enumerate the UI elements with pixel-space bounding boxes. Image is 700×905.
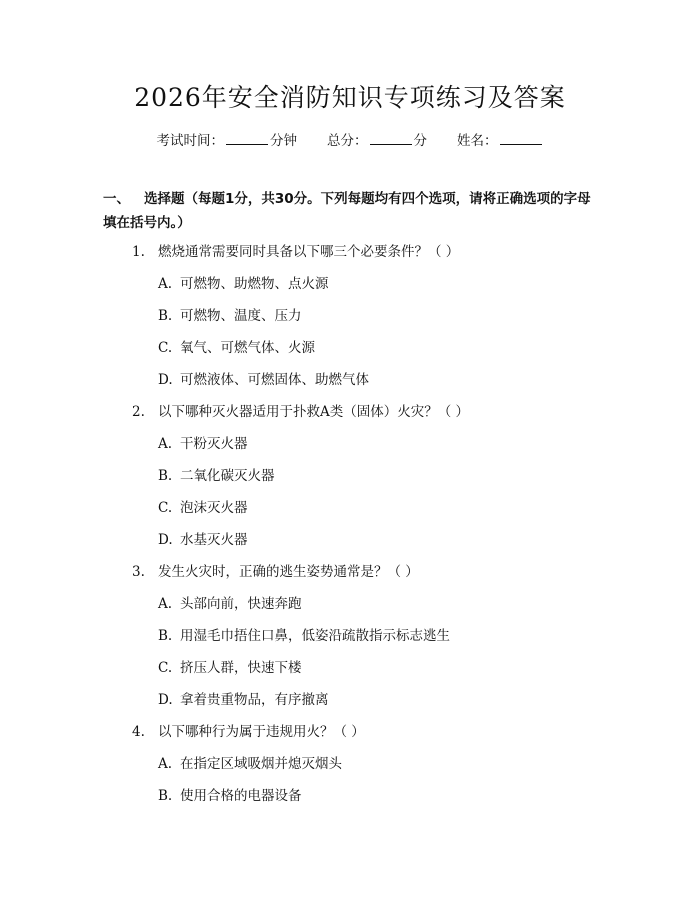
question-3 bbox=[132, 560, 700, 592]
option-letter: B. bbox=[158, 308, 173, 324]
option-2-c bbox=[158, 496, 700, 528]
question-number: 1. bbox=[132, 244, 145, 260]
option-letter: B. bbox=[158, 628, 173, 644]
option-letter: D. bbox=[158, 372, 173, 388]
question-text: 燃烧通常需要同时具备以下哪三个必要条件？（ ） bbox=[158, 244, 460, 260]
section-number: 一、 bbox=[103, 191, 130, 207]
section-heading bbox=[103, 187, 603, 235]
question-number: 2. bbox=[132, 404, 145, 420]
option-text: 泡沫灭火器 bbox=[180, 500, 248, 516]
option-4-b bbox=[158, 784, 700, 816]
option-1-b bbox=[158, 304, 700, 336]
option-2-b bbox=[158, 464, 700, 496]
option-letter: B. bbox=[158, 468, 173, 484]
option-text: 二氧化碳灭火器 bbox=[180, 468, 275, 484]
question-text: 以下哪种灭火器适用于扑救A类（固体）火灾？（ ） bbox=[158, 404, 470, 420]
option-2-a bbox=[158, 432, 700, 464]
exam-time-field bbox=[157, 130, 298, 151]
question-text: 发生火灾时，正确的逃生姿势通常是？（ ） bbox=[158, 564, 419, 580]
question-4 bbox=[132, 720, 700, 752]
question-2 bbox=[132, 400, 700, 432]
option-text: 可燃物、温度、压力 bbox=[180, 308, 302, 324]
section-heading-text: 选择题（每题1分，共30分。下列每题均有四个选项，请将正确选项的字母填在括号内。） bbox=[103, 191, 591, 231]
option-letter: D. bbox=[158, 692, 173, 708]
option-text: 使用合格的电器设备 bbox=[180, 788, 302, 804]
option-text: 拿着贵重物品，有序撤离 bbox=[180, 692, 329, 708]
name-blank bbox=[500, 130, 542, 145]
question-text: 以下哪种行为属于违规用火？（ ） bbox=[158, 724, 365, 740]
question-number: 4. bbox=[132, 724, 145, 740]
option-text: 可燃液体、可燃固体、助燃气体 bbox=[180, 372, 369, 388]
option-text: 挤压人群，快速下楼 bbox=[180, 660, 302, 676]
option-letter: B. bbox=[158, 788, 173, 804]
option-text: 水基灭火器 bbox=[180, 532, 248, 548]
question-1 bbox=[132, 240, 700, 272]
option-letter: A. bbox=[158, 276, 173, 292]
option-letter: A. bbox=[158, 596, 173, 612]
option-text: 头部向前，快速奔跑 bbox=[180, 596, 302, 612]
option-3-c bbox=[158, 656, 700, 688]
name-field bbox=[457, 130, 544, 151]
option-1-d bbox=[158, 368, 700, 400]
option-3-d bbox=[158, 688, 700, 720]
option-letter: C. bbox=[158, 500, 173, 516]
option-text: 氧气、可燃气体、火源 bbox=[180, 340, 315, 356]
question-number: 3. bbox=[132, 564, 145, 580]
exam-meta bbox=[0, 130, 700, 151]
exam-time-unit: 分钟 bbox=[270, 133, 297, 149]
option-text: 干粉灭火器 bbox=[180, 436, 248, 452]
option-text: 可燃物、助燃物、点火源 bbox=[180, 276, 329, 292]
option-text: 在指定区域吸烟并熄灭烟头 bbox=[180, 756, 342, 772]
exam-time-blank bbox=[226, 130, 268, 145]
option-4-a bbox=[158, 752, 700, 784]
total-score-unit: 分 bbox=[413, 133, 427, 149]
option-3-b bbox=[158, 624, 700, 656]
option-letter: A. bbox=[158, 756, 173, 772]
option-1-c bbox=[158, 336, 700, 368]
option-text: 用湿毛巾捂住口鼻，低姿沿疏散指示标志逃生 bbox=[180, 628, 450, 644]
option-2-d bbox=[158, 528, 700, 560]
question-list bbox=[0, 240, 700, 816]
option-1-a bbox=[158, 272, 700, 304]
option-letter: A. bbox=[158, 436, 173, 452]
name-label: 姓名： bbox=[457, 133, 498, 149]
total-score-field bbox=[327, 130, 427, 151]
total-score-blank bbox=[370, 130, 412, 145]
option-letter: D. bbox=[158, 532, 173, 548]
option-letter: C. bbox=[158, 340, 173, 356]
exam-time-label: 考试时间： bbox=[156, 133, 224, 149]
option-letter: C. bbox=[158, 660, 173, 676]
page-title: 2026年安全消防知识专项练习及答案 bbox=[134, 83, 566, 112]
option-3-a bbox=[158, 592, 700, 624]
total-score-label: 总分： bbox=[327, 133, 368, 149]
